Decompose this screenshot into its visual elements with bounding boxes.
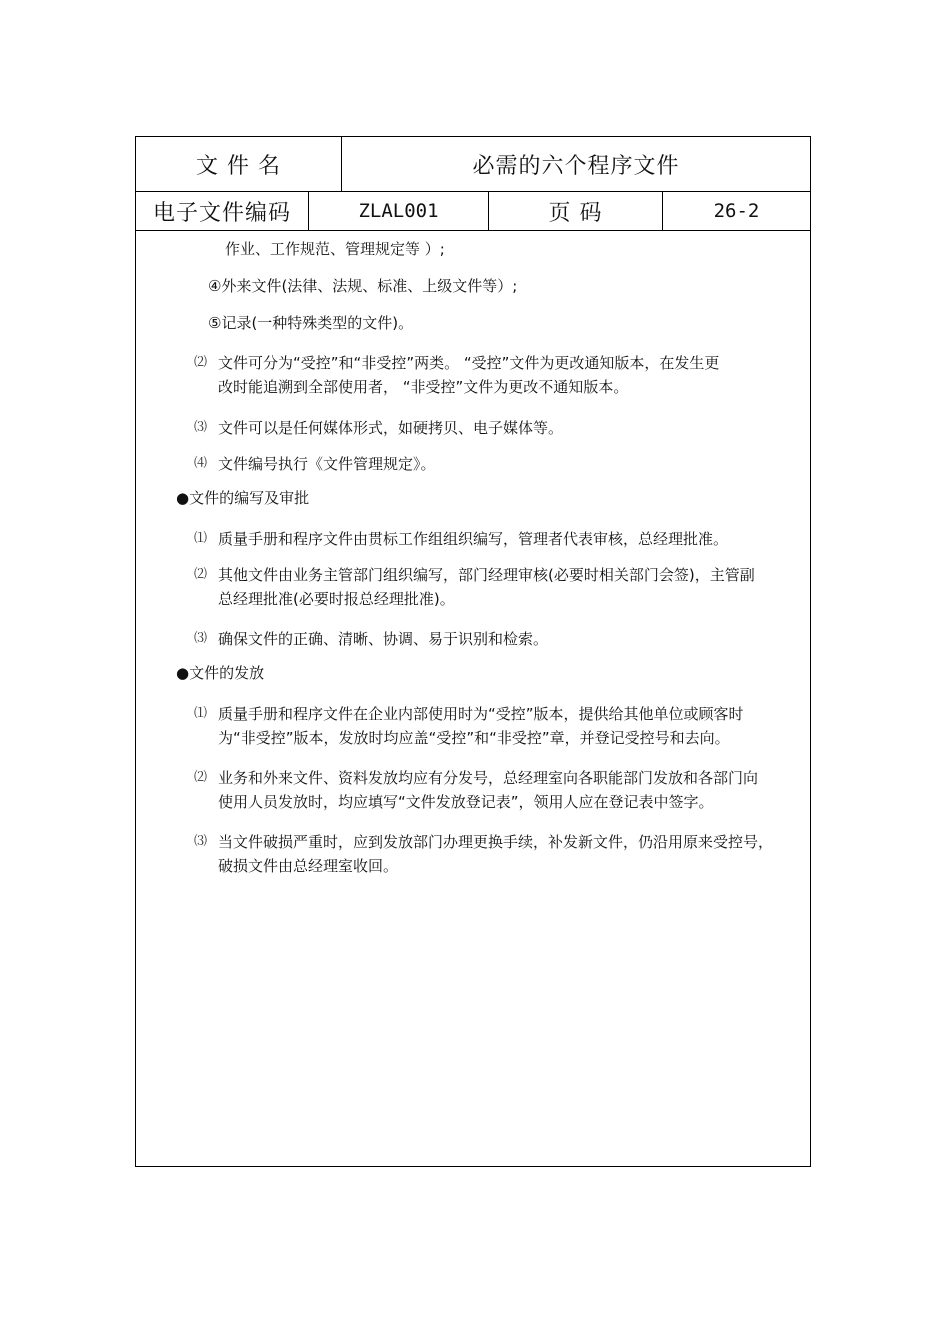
text-line: 确保文件的正确、清晰、协调、易于识别和检索。 xyxy=(218,630,549,648)
item-number: ⑷ xyxy=(194,456,208,471)
file-name-label: 文 件 名 xyxy=(136,137,342,191)
item-number: ⑶ xyxy=(194,631,208,646)
page-label: 页 码 xyxy=(489,192,663,230)
text-line: 文件可分为“受控”和“非受控”两类。 “受控”文件为更改通知版本，在发生更 xyxy=(218,354,720,372)
item-number: ⑴ xyxy=(194,531,208,546)
text-line: ⑤记录(一种特殊类型的文件)。 xyxy=(208,314,414,332)
text-line: ④外来文件(法律、法规、标准、上级文件等）; xyxy=(208,277,518,295)
text-line: 破损文件由总经理室收回。 xyxy=(218,857,399,875)
text-line: 为“非受控”版本，发放时均应盖“受控”和“非受控”章，并登记受控号和去向。 xyxy=(218,729,730,747)
header-row-2 xyxy=(136,192,810,231)
text-line: 文件可以是任何媒体形式，如硬拷贝、电子媒体等。 xyxy=(218,419,564,437)
text-line: 总经理批准(必要时报总经理批准)。 xyxy=(218,590,455,608)
item-number: ⑵ xyxy=(194,770,208,785)
document-title: 必需的六个程序文件 xyxy=(472,153,680,179)
item-number: ⑶ xyxy=(194,834,208,849)
text-line: 使用人员发放时，均应填写“文件发放登记表”，领用人应在登记表中签字。 xyxy=(218,793,714,811)
text-line: 作业、工作规范、管理规定等 ）; xyxy=(225,240,445,258)
section-heading: ●文件的发放 xyxy=(176,664,265,682)
text-line: 质量手册和程序文件在企业内部使用时为“受控”版本，提供给其他单位或顾客时 xyxy=(218,705,744,723)
text-line: 当文件破损严重时，应到发放部门办理更换手续，补发新文件，仍沿用原来受控号， xyxy=(218,833,774,851)
text-line: 质量手册和程序文件由贯标工作组组织编写，管理者代表审核，总经理批准。 xyxy=(218,530,729,548)
text-line: 改时能追溯到全部使用者， “非受控”文件为更改不通知版本。 xyxy=(218,378,629,396)
item-number: ⑴ xyxy=(194,706,208,721)
item-number: ⑵ xyxy=(194,355,208,370)
text-line: 文件编号执行《文件管理规定》。 xyxy=(218,455,436,473)
item-number: ⑵ xyxy=(194,567,208,582)
document-frame xyxy=(135,136,811,1167)
code-value: ZLAL001 xyxy=(309,192,489,230)
text-line: 其他文件由业务主管部门组织编写，部门经理审核(必要时相关部门会签)，主管副 xyxy=(218,566,755,584)
text-line: 业务和外来文件、资料发放均应有分发号，总经理室向各职能部门发放和各部门向 xyxy=(218,769,759,787)
document-body xyxy=(136,231,810,1166)
section-heading: ●文件的编写及审批 xyxy=(176,489,310,507)
code-label: 电子文件编码 xyxy=(136,192,309,230)
item-number: ⑶ xyxy=(194,420,208,435)
header-row-1 xyxy=(136,137,810,192)
page-value: 26-2 xyxy=(713,200,760,222)
